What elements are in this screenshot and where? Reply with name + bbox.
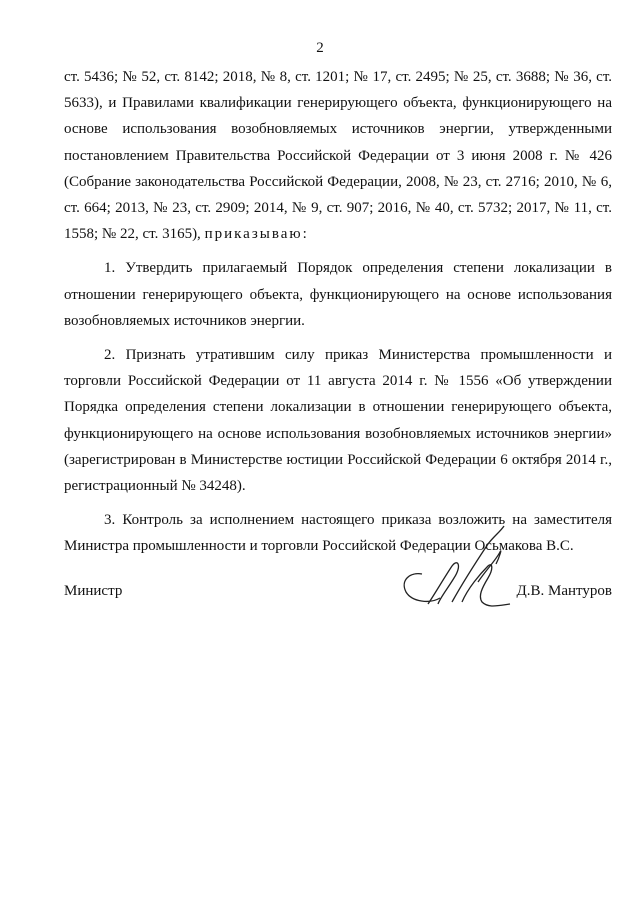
signatory-title: Министр	[64, 583, 123, 599]
document-body	[64, 64, 612, 560]
item-3-paragraph: 3. Контроль за исполнением настоящего приказа возложить на заместителя Министра промышленности и торговли Российской Федерации Осьмакова В.С.	[64, 512, 612, 555]
intro-text: ст. 5436; № 52, ст. 8142; 2018, № 8, ст. 1201; № 17, ст. 2495; № 25, ст. 3688; № 36, ст. 5633), и Правилами квалификации генерирующего объекта, функционирующего на основе использования возобновляемых источников энергии, утвержденными постановлением Правительства Российской Федерации от 3 июня 2008 г. № 426 (Собрание законодательства Российской Федерации, 2008, № 23, ст. 2716; 2010, № 6, ст. 664; 2013, № 23, ст. 2909; 2014, № 9, ст. 907; 2016, № 40, ст. 5732; 2017, № 11, ст. 1558; № 22, ст. 3165),	[64, 69, 612, 243]
item-1-paragraph: 1. Утвердить прилагаемый Порядок определения степени локализации в отношении генерирующего объекта, функционирующего на основе использования возобновляемых источников энергии.	[64, 260, 612, 329]
intro-paragraph	[64, 64, 612, 247]
order-word: приказываю:	[204, 226, 309, 243]
item-2-paragraph: 2. Признать утратившим силу приказ Министерства промышленности и торговли Российской Федерации от 11 августа 2014 г. № 1556 «Об утверждении Порядка определения степени локализации в отношении генерирующего объекта, функционирующего на основе использования возобновляемых источников энергии» (зарегистрирован в Министерстве юстиции Российской Федерации 6 октября 2014 г., регистрационный № 34248).	[64, 347, 612, 495]
signatory-name: Д.В. Мантуров	[516, 583, 612, 599]
page-number: 2	[316, 40, 324, 56]
signature-block	[64, 583, 612, 623]
